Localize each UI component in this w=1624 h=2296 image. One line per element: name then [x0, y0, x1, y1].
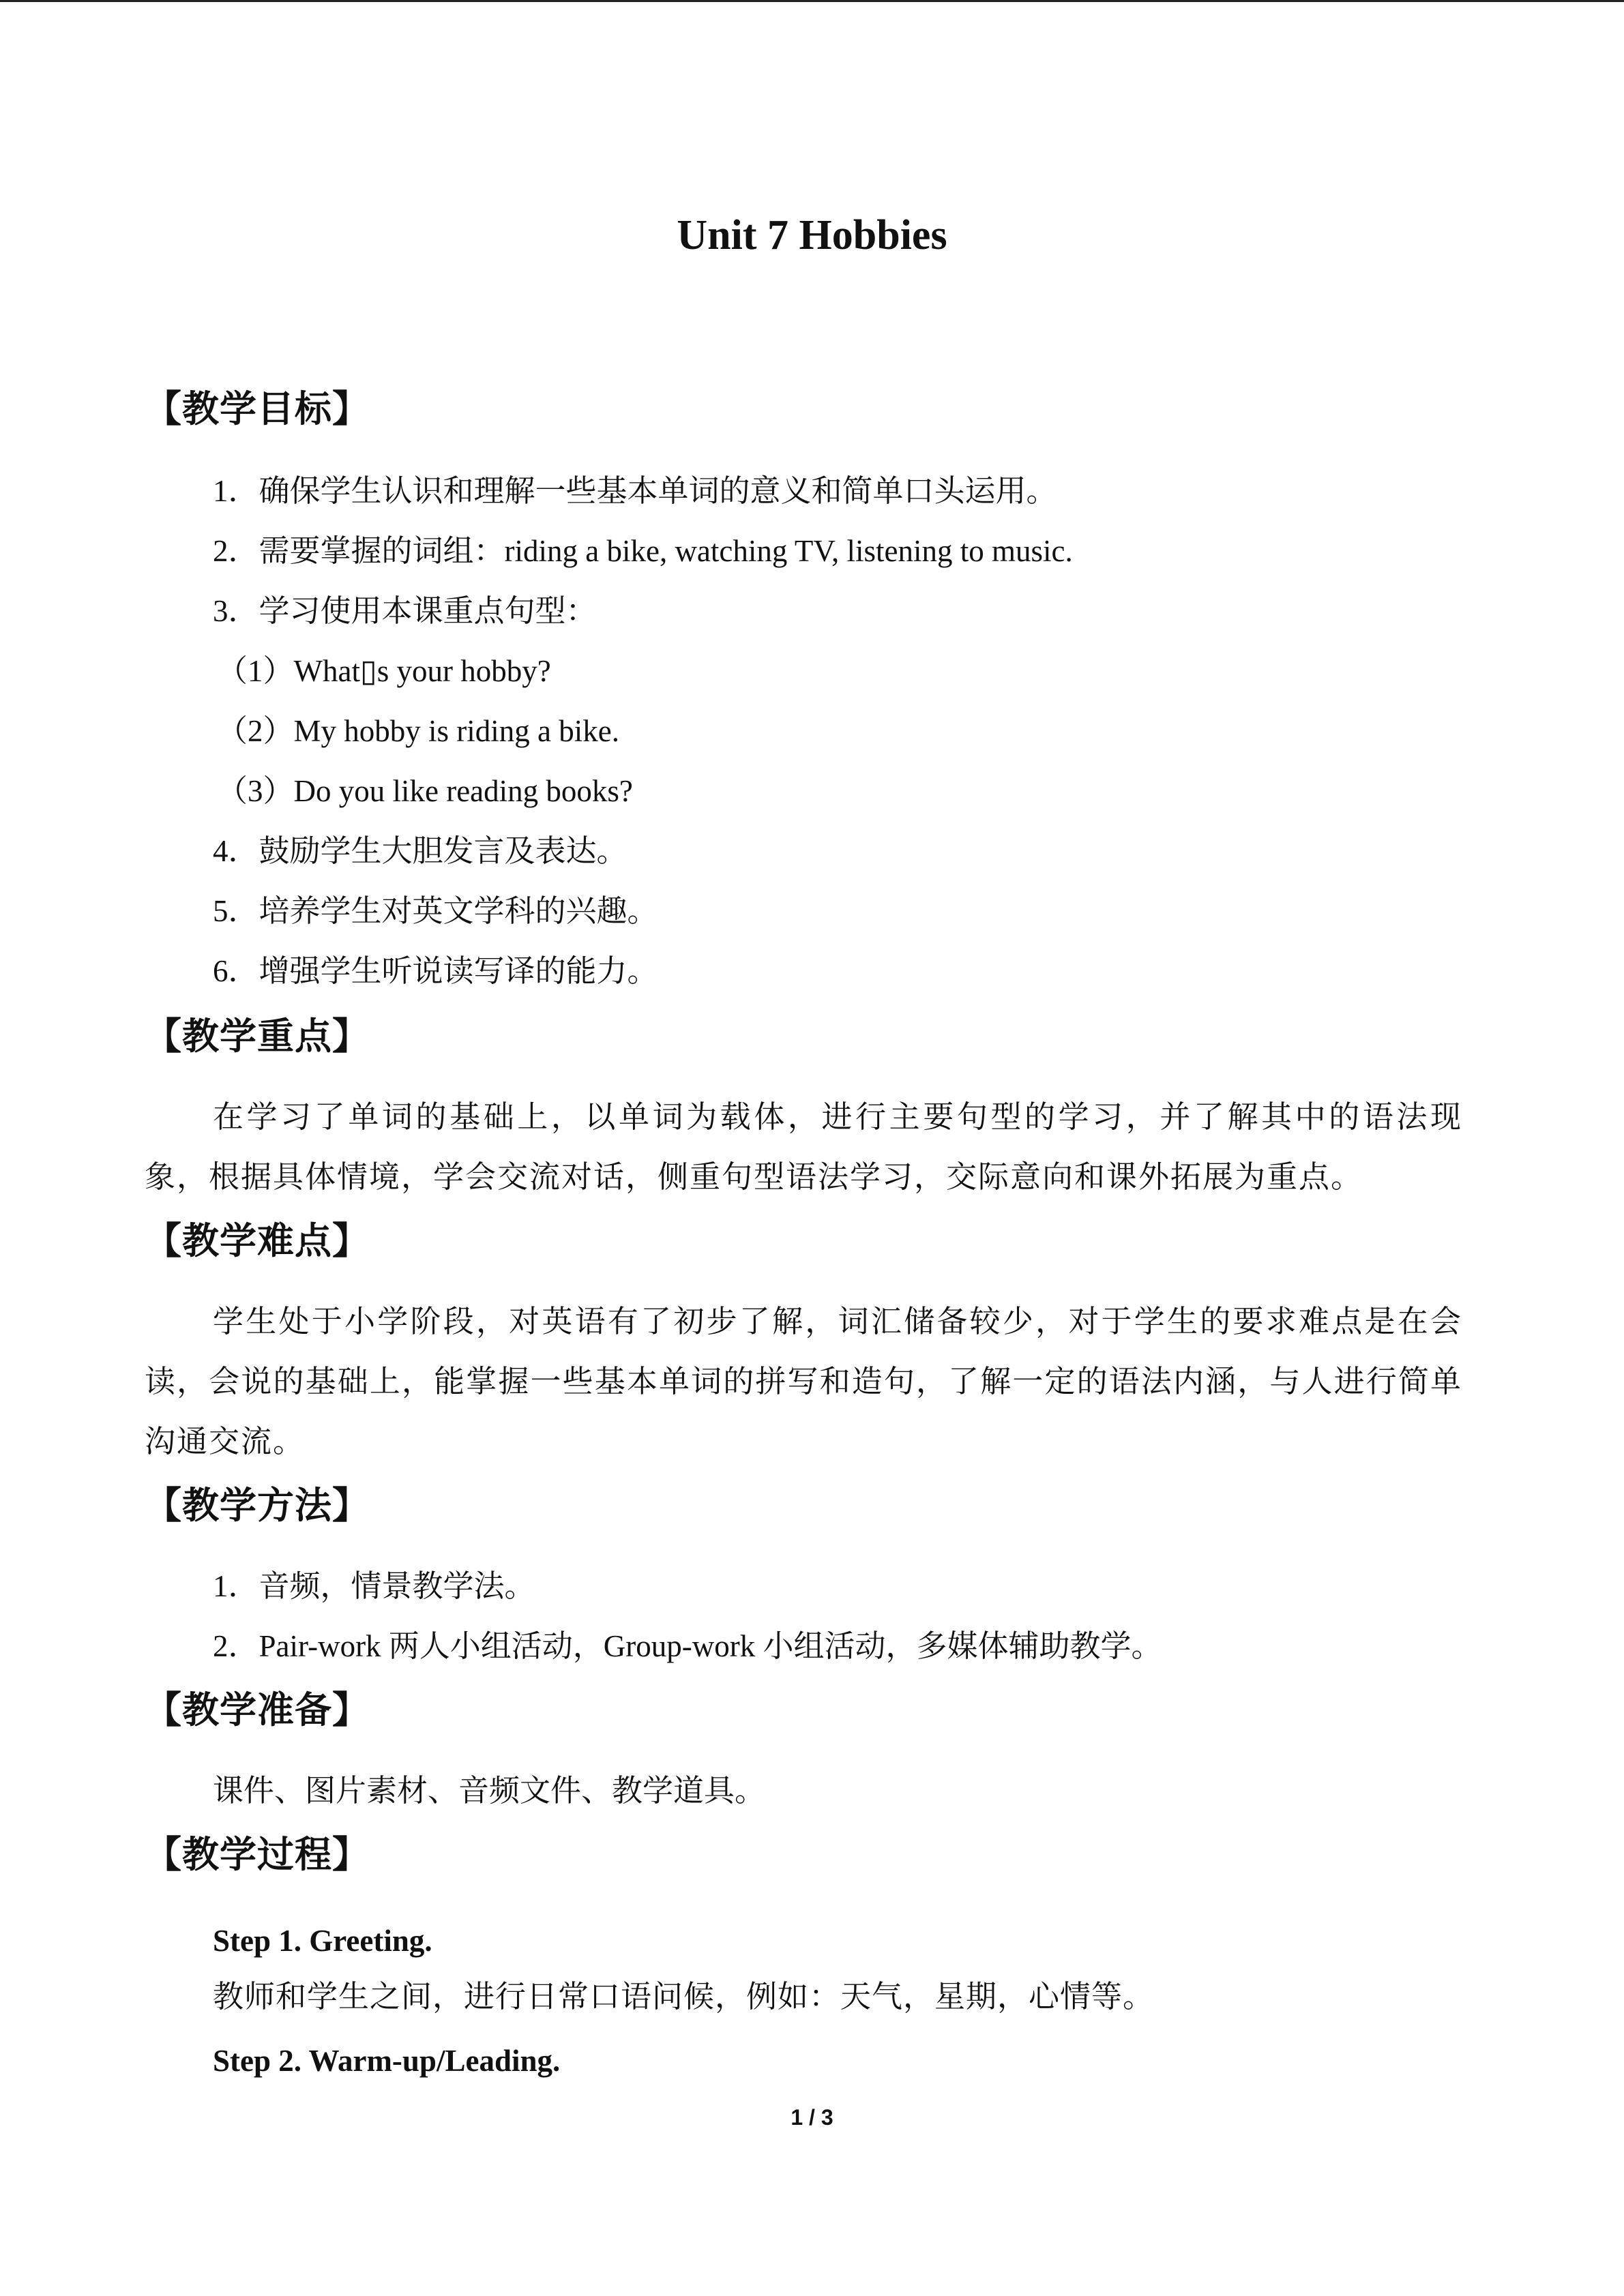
objectives-heading: 【教学目标】 [145, 389, 370, 430]
page-number: 1 / 3 [791, 2105, 833, 2130]
key-points-paragraph: 在学习了单词的基础上，以单词为载体，进行主要句型的学习，并了解其中的语法现象，根据具体情境，学会交流对话，侧重句型语法学习，交际意向和课外拓展为重点。 [145, 1100, 1462, 1194]
sentence-pattern-item: （2）My hobby is riding a bike. [217, 714, 619, 748]
objective-item: 4．鼓励学生大胆发言及表达。 [213, 834, 628, 868]
document-title: Unit 7 Hobbies [677, 212, 947, 258]
methods-heading: 【教学方法】 [145, 1485, 370, 1526]
key-points-heading: 【教学重点】 [145, 1016, 370, 1057]
method-item: 1．音频，情景教学法。 [213, 1569, 535, 1603]
step-title: Step 1. Greeting. [213, 1924, 432, 1958]
difficulties-heading: 【教学难点】 [145, 1221, 370, 1262]
process-heading: 【教学过程】 [145, 1834, 370, 1875]
objective-item: 1．确保学生认识和理解一些基本单词的意义和简单口头运用。 [213, 474, 1057, 508]
sentence-pattern-item: （3）Do you like reading books? [217, 774, 633, 808]
objective-item: 3．学习使用本课重点句型： [213, 594, 597, 628]
objective-item: 5．培养学生对英文学科的兴趣。 [213, 894, 658, 928]
step-text: 教师和学生之间，进行日常口语问候，例如：天气，星期，心情等。 [213, 1980, 1155, 2014]
sentence-pattern-item: （1）What▯s your hobby? [217, 654, 551, 688]
top-border-line [0, 0, 1624, 2]
difficulties-paragraph: 学生处于小学阶段，对英语有了初步了解，词汇储备较少，对于学生的要求难点是在会读，会说的基础上，能掌握一些基本单词的拼写和造句，了解一定的语法内涵，与人进行简单沟通交流。 [145, 1304, 1462, 1459]
objective-item: 6．增强学生听说读写译的能力。 [213, 954, 658, 988]
method-item: 2．Pair-work 两人小组活动，Group-work 小组活动，多媒体辅助教学。 [213, 1629, 1162, 1663]
preparation-heading: 【教学准备】 [145, 1690, 370, 1731]
preparation-text: 课件、图片素材、音频文件、教学道具。 [213, 1774, 766, 1808]
step-title: Step 2. Warm-up/Leading. [213, 2044, 561, 2078]
objective-item: 2．需要掌握的词组：riding a bike, watching TV, listening to music. [213, 534, 1073, 568]
